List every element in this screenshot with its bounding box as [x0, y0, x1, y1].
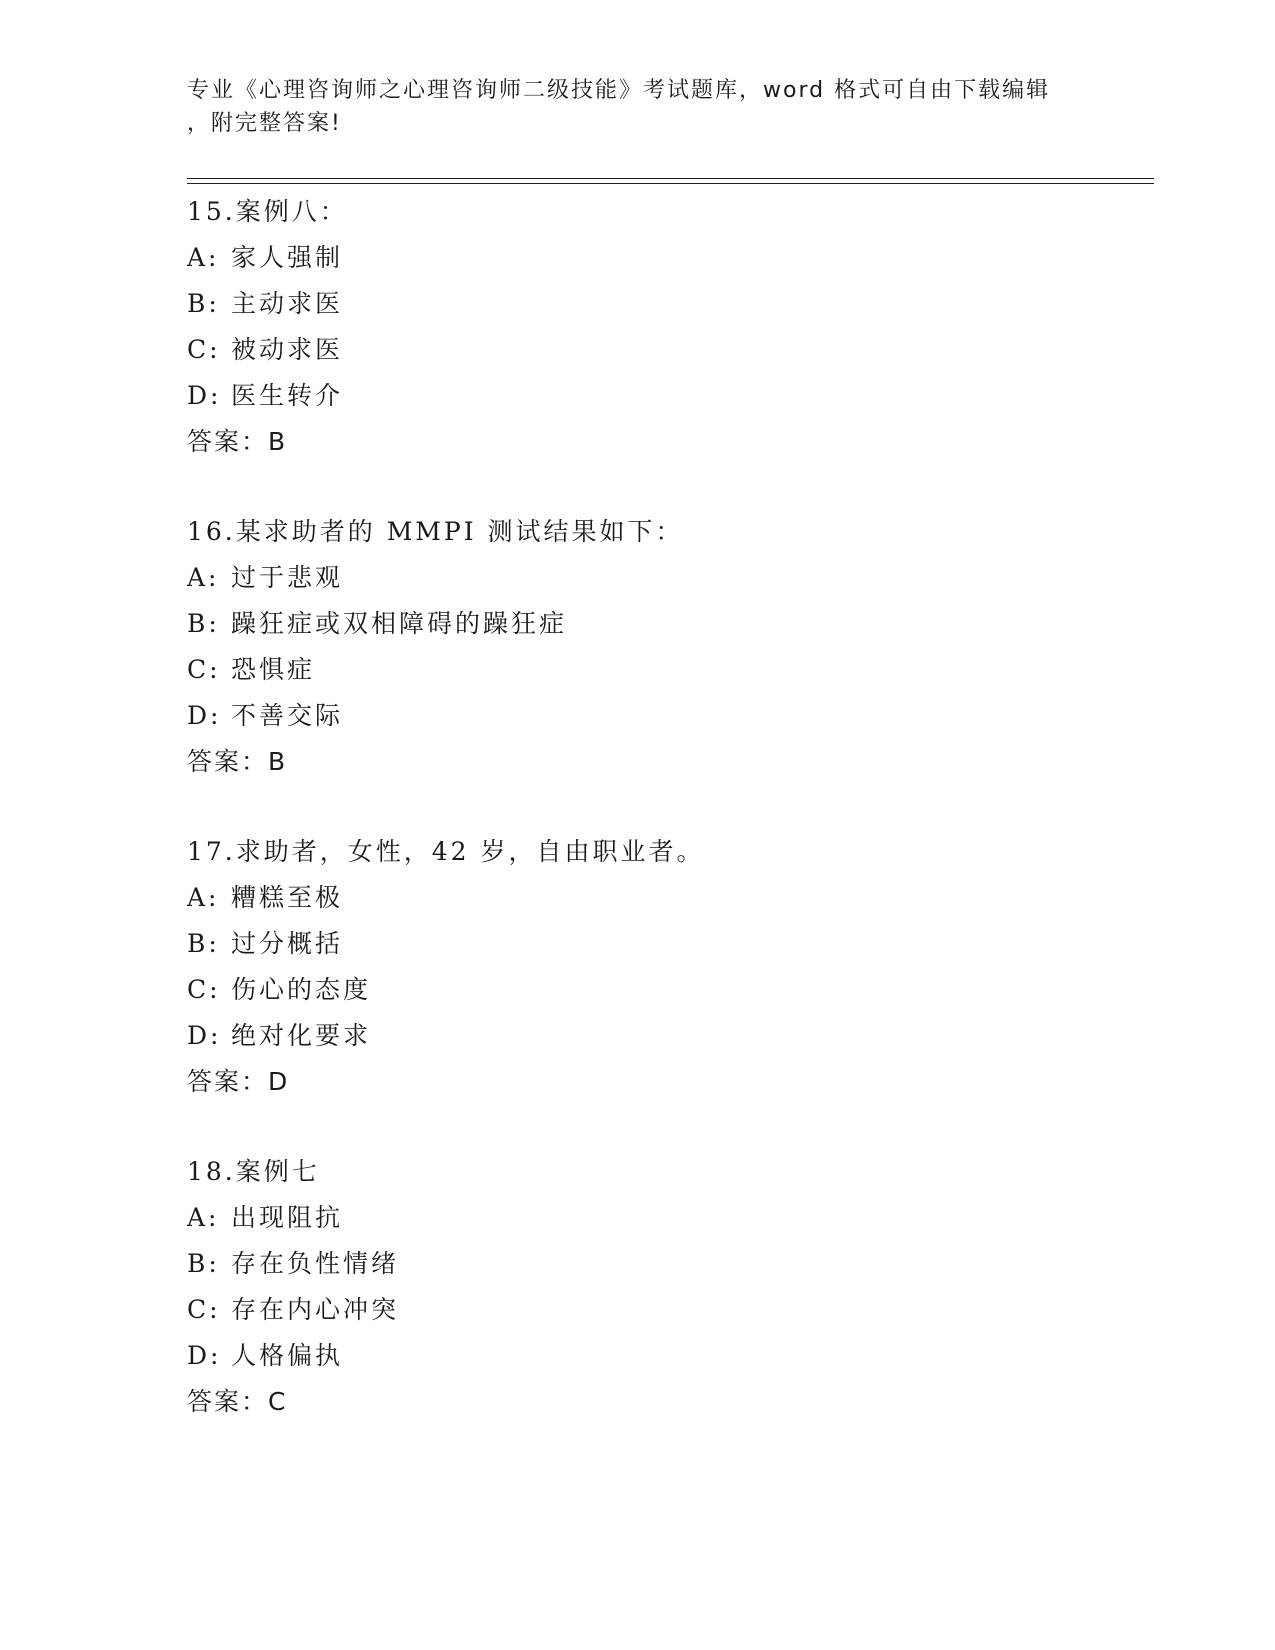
option-letter: A: — [187, 1203, 220, 1232]
option-letter: D: — [187, 1021, 222, 1050]
option-a — [187, 1195, 1147, 1241]
option-a — [187, 875, 1147, 921]
answer-line: 答案：B — [187, 427, 288, 456]
header-line-1: 专业《心理咨询师之心理咨询师二级技能》考试题库，word 格式可自由下载编辑 — [187, 78, 1051, 103]
option-c — [187, 1287, 1147, 1333]
option-c — [187, 647, 1147, 693]
option-letter: C: — [187, 1295, 221, 1324]
option-d — [187, 373, 1147, 419]
option-letter: A: — [187, 563, 220, 592]
option-b — [187, 601, 1147, 647]
option-letter: A: — [187, 243, 220, 272]
option-letter: C: — [187, 335, 221, 364]
option-b — [187, 281, 1147, 327]
question-stem: 18.案例七 — [187, 1157, 320, 1186]
option-text: 过分概括 — [231, 929, 344, 958]
question-17 — [187, 829, 1147, 1149]
question-stem: 15.案例八： — [187, 197, 348, 226]
option-text: 主动求医 — [231, 289, 344, 318]
option-letter: B: — [187, 289, 220, 318]
option-b — [187, 1241, 1147, 1287]
option-text: 存在负性情绪 — [231, 1249, 400, 1278]
option-text: 不善交际 — [231, 701, 344, 730]
option-letter: A: — [187, 883, 220, 912]
header-line-2: ，附完整答案! — [187, 111, 342, 136]
option-a — [187, 235, 1147, 281]
option-c — [187, 327, 1147, 373]
header-divider-top — [187, 178, 1154, 179]
header-divider-bottom — [187, 183, 1154, 184]
option-text: 存在内心冲突 — [231, 1295, 400, 1324]
option-c — [187, 967, 1147, 1013]
option-letter: D: — [187, 701, 222, 730]
option-text: 家人强制 — [231, 243, 344, 272]
option-letter: C: — [187, 975, 221, 1004]
option-letter: B: — [187, 609, 220, 638]
option-letter: D: — [187, 1341, 222, 1370]
question-16 — [187, 509, 1147, 829]
option-a — [187, 555, 1147, 601]
answer-line: 答案：B — [187, 747, 288, 776]
option-letter: C: — [187, 655, 221, 684]
question-18 — [187, 1149, 1147, 1469]
option-text: 医生转介 — [231, 381, 344, 410]
answer-line: 答案：C — [187, 1387, 288, 1416]
option-letter: D: — [187, 381, 222, 410]
option-d — [187, 693, 1147, 739]
option-letter: B: — [187, 929, 220, 958]
option-d — [187, 1013, 1147, 1059]
option-text: 绝对化要求 — [231, 1021, 372, 1050]
option-text: 恐惧症 — [231, 655, 316, 684]
option-letter: B: — [187, 1249, 220, 1278]
question-stem: 16.某求助者的 MMPI 测试结果如下： — [187, 517, 684, 546]
option-text: 伤心的态度 — [231, 975, 372, 1004]
option-text: 人格偏执 — [231, 1341, 344, 1370]
option-text: 糟糕至极 — [231, 883, 344, 912]
option-text: 躁狂症或双相障碍的躁狂症 — [231, 609, 568, 638]
option-text: 出现阻抗 — [231, 1203, 344, 1232]
question-15 — [187, 189, 1147, 509]
option-b — [187, 921, 1147, 967]
option-text: 过于悲观 — [231, 563, 344, 592]
option-text: 被动求医 — [231, 335, 344, 364]
answer-line: 答案：D — [187, 1067, 290, 1096]
option-d — [187, 1333, 1147, 1379]
document-header — [187, 74, 1087, 140]
question-stem: 17.求助者，女性，42 岁，自由职业者。 — [187, 837, 705, 866]
question-list — [187, 189, 1147, 1469]
